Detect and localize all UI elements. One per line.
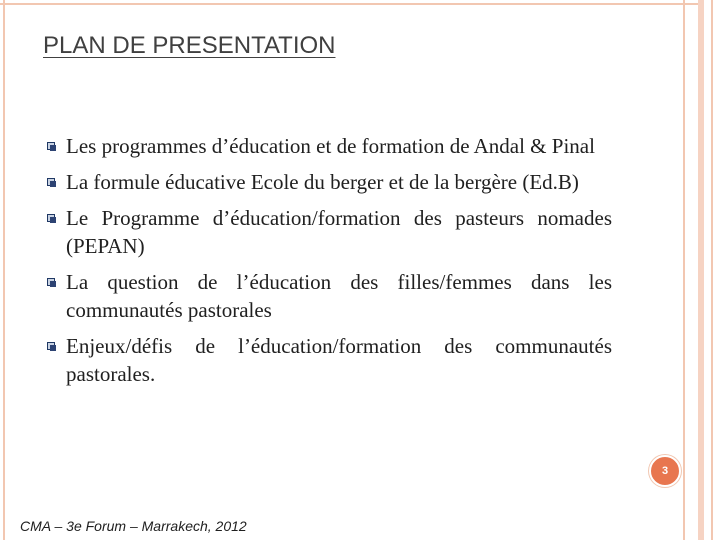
frame-right-line	[683, 0, 685, 540]
frame-left-line	[3, 0, 5, 540]
slide-footer: CMA – 3e Forum – Marrakech, 2012	[20, 518, 247, 534]
square-bullet-icon	[47, 142, 55, 150]
bullet-item	[40, 132, 612, 160]
bullet-item	[40, 204, 612, 260]
frame-right-band	[698, 0, 704, 540]
bullet-item	[40, 168, 612, 196]
slide-title: PLAN DE PRESENTATION	[43, 32, 336, 59]
frame-right-outer-line	[711, 0, 713, 540]
page-number-badge: 3	[649, 455, 681, 487]
bullet-item	[40, 268, 612, 324]
square-bullet-icon	[47, 214, 55, 222]
bullet-item	[40, 332, 612, 388]
bullet-text: La question de l’éducation des filles/femmes dans les communautés pastorales	[66, 270, 612, 322]
square-bullet-icon	[47, 342, 55, 350]
square-bullet-icon	[47, 278, 55, 286]
bullet-text: Le Programme d’éducation/formation des pasteurs nomades (PEPAN)	[66, 206, 612, 258]
bullet-text: Les programmes d’éducation et de formation de Andal & Pinal	[66, 134, 595, 158]
bullet-text: Enjeux/défis de l’éducation/formation des communautés pastorales.	[66, 334, 612, 386]
frame-top-line	[0, 3, 700, 5]
bullet-list	[40, 132, 612, 396]
square-bullet-icon	[47, 178, 55, 186]
bullet-text: La formule éducative Ecole du berger et de la bergère (Ed.B)	[66, 170, 579, 194]
